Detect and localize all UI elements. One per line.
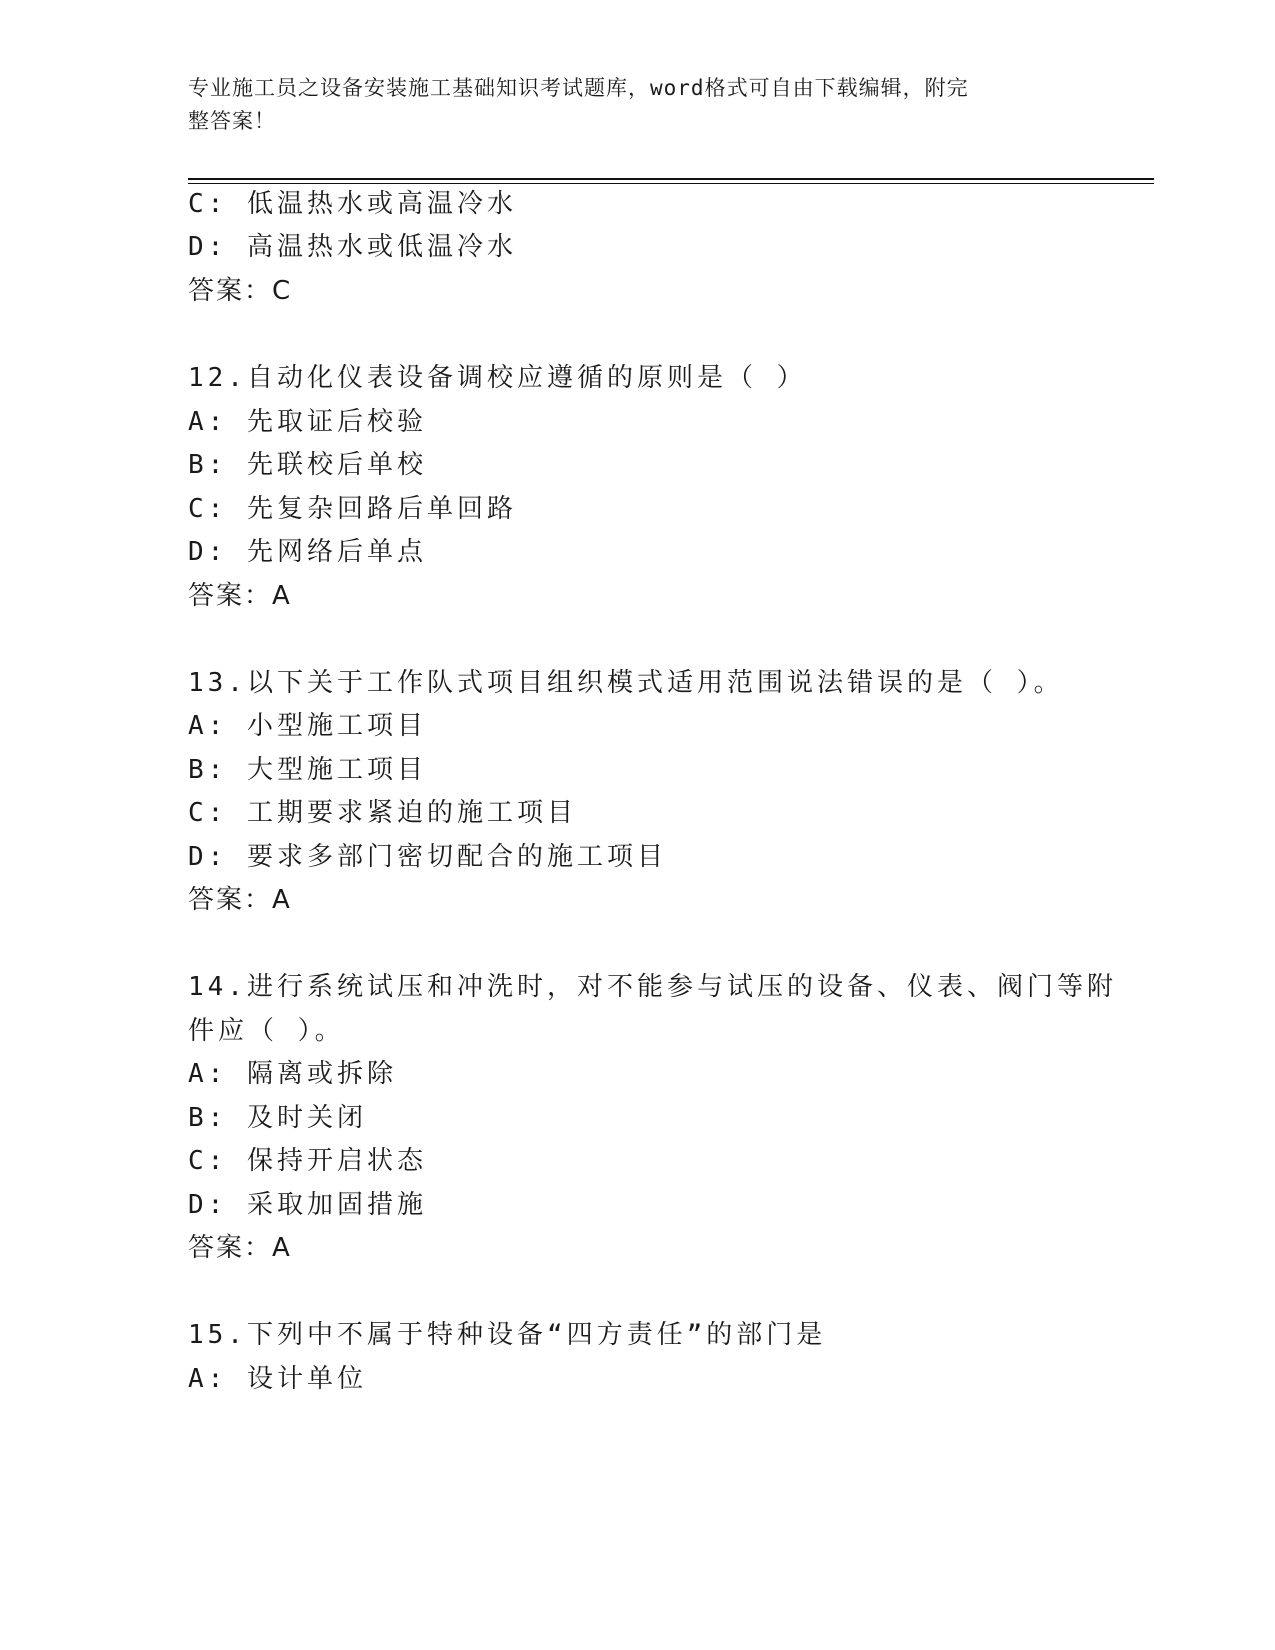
q14-stem-line2: 件应（ ）。 [188,1016,345,1046]
q12-answer: 答案：A [188,581,292,611]
q11-answer: 答案：C [188,276,293,306]
q14-option-d: D: 采取加固措施 [188,1190,427,1220]
q15-stem: 15.下列中不属于特种设备“四方责任”的部门是 [188,1320,827,1350]
header-title-line2: 整答案！ [188,109,276,133]
q12-stem: 12.自动化仪表设备调校应遵循的原则是（ ） [188,363,807,393]
q12-option-b: B: 先联校后单校 [188,450,427,480]
q12-option-a: A: 先取证后校验 [188,407,427,437]
q14-stem-line1: 14.进行系统试压和冲洗时，对不能参与试压的设备、仪表、阀门等附 [188,972,1117,1002]
q13-option-b: B: 大型施工项目 [188,755,427,785]
q12-option-d: D: 先网络后单点 [188,537,427,567]
q14-option-c: C: 保持开启状态 [188,1146,427,1176]
q14-answer: 答案：A [188,1233,292,1263]
header-divider-thin [188,183,1154,184]
header-title-line1: 专业施工员之设备安装施工基础知识考试题库，word格式可自由下载编辑，附完 [188,76,969,100]
q14-option-b: B: 及时关闭 [188,1103,367,1133]
q13-answer: 答案：A [188,885,292,915]
q11-option-c: C: 低温热水或高温冷水 [188,189,517,219]
q11-option-d: D: 高温热水或低温冷水 [188,232,517,262]
document-header [188,72,1088,138]
header-divider-thick [188,178,1154,180]
q13-option-d: D: 要求多部门密切配合的施工项目 [188,842,667,872]
q13-stem: 13.以下关于工作队式项目组织模式适用范围说法错误的是（ ）。 [188,668,1064,698]
q15-option-a: A: 设计单位 [188,1364,367,1394]
q14-option-a: A: 隔离或拆除 [188,1059,397,1089]
q12-option-c: C: 先复杂回路后单回路 [188,494,517,524]
q13-option-a: A: 小型施工项目 [188,711,427,741]
q13-option-c: C: 工期要求紧迫的施工项目 [188,798,577,828]
